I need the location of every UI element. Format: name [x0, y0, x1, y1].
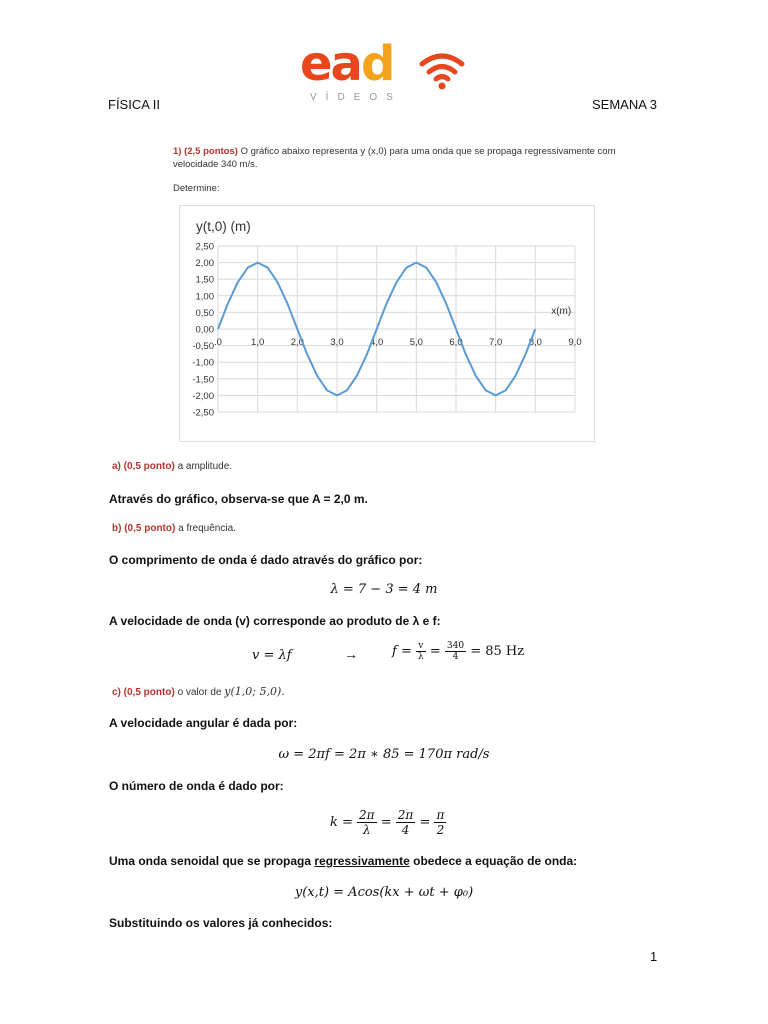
logo — [300, 36, 470, 110]
wavenumber-equation: k = $\frac{2\pi}{\lambda}$ = $\frac{2\pi}{4}$ = $\frac{\pi}{2}$ — [330, 808, 445, 837]
logo-text: ead — [300, 36, 394, 92]
header-right: SEMANA 3 — [592, 97, 658, 112]
wave-chart — [179, 205, 595, 442]
part-b-line2: A velocidade de onda (v) corresponde ao produto de λ e f: — [109, 614, 441, 628]
part-c-line1: A velocidade angular é dada por: — [109, 716, 298, 730]
part-b-line1: O comprimento de onda é dado através do gráfico por: — [109, 553, 423, 567]
wifi-icon — [418, 52, 466, 92]
x-tick-label: .0 — [214, 337, 222, 348]
header-left: FÍSICA II — [108, 97, 161, 112]
chart-svg — [180, 206, 594, 441]
angular-velocity-equation: ω = 2πf = 2π ∗ 85 = 170π rad/s — [278, 747, 490, 762]
y-tick-label: 2,50 — [195, 241, 214, 253]
y-tick-label: 1,50 — [195, 274, 214, 286]
part-c-label: c) (0,5 ponto) o valor de y(1,0; 5,0). — [112, 685, 285, 698]
part-c-line4: Substituindo os valores já conhecidos: — [109, 916, 333, 930]
x-tick-label: 3,0 — [330, 337, 344, 348]
logo-subtitle: VÍDEOS — [310, 92, 402, 103]
y-tick-label: -1,00 — [192, 357, 214, 369]
x-tick-label: 6,0 — [449, 337, 463, 348]
arrow-icon: → — [344, 646, 358, 662]
y-tick-label: -2,50 — [192, 407, 214, 419]
y-tick-label: -1,50 — [192, 374, 214, 386]
frequency-equation: f = $\frac{v}{\lambda}$ = $\frac{340}{4}$ = 85 Hz — [392, 641, 525, 662]
chart-title: y(t,0) (m) — [196, 219, 251, 234]
y-tick-label: 1,00 — [195, 291, 214, 303]
x-tick-label: 9,0 — [568, 337, 582, 348]
x-tick-label: 8,0 — [528, 337, 542, 348]
part-c-line2: O número de onda é dado por: — [109, 779, 284, 793]
part-a-label: a) (0,5 ponto) a amplitude. — [112, 461, 233, 472]
wave-equation: y(x,t) = Acos(kx + ωt + φ₀) — [294, 885, 474, 900]
part-b-label: b) (0,5 ponto) a frequência. — [112, 523, 236, 534]
y-tick-label: 0,50 — [195, 307, 214, 319]
x-tick-label: 7,0 — [489, 337, 503, 348]
x-tick-label: 5,0 — [409, 337, 423, 348]
question-line-1: 1) (2,5 pontos) O gráfico abaixo representa y (x,0) para uma onda que se propaga regressivamente com — [173, 146, 616, 157]
part-c-line3: Uma onda senoidal que se propaga regressivamente obedece a equação de onda: — [109, 854, 578, 868]
velocity-equation: v = λf — [252, 648, 292, 663]
y-tick-label: 2,00 — [195, 258, 214, 270]
part-a-answer: Através do gráfico, observa-se que A = 2,0 m. — [109, 492, 368, 506]
y-tick-label: -2,00 — [192, 390, 214, 402]
x-tick-label: 1,0 — [251, 337, 265, 348]
question-line-2: velocidade 340 m/s. — [173, 159, 258, 170]
question-determine: Determine: — [173, 183, 220, 194]
y-tick-label: -0,50 — [192, 341, 214, 353]
y-tick-label: 0,00 — [195, 324, 214, 336]
x-tick-label: 2,0 — [290, 337, 304, 348]
wavelength-equation: λ = 7 − 3 = 4 m — [330, 582, 438, 597]
page-number: 1 — [650, 949, 658, 964]
x-axis-label: x(m) — [551, 306, 572, 318]
x-tick-label: 4,0 — [370, 337, 384, 348]
